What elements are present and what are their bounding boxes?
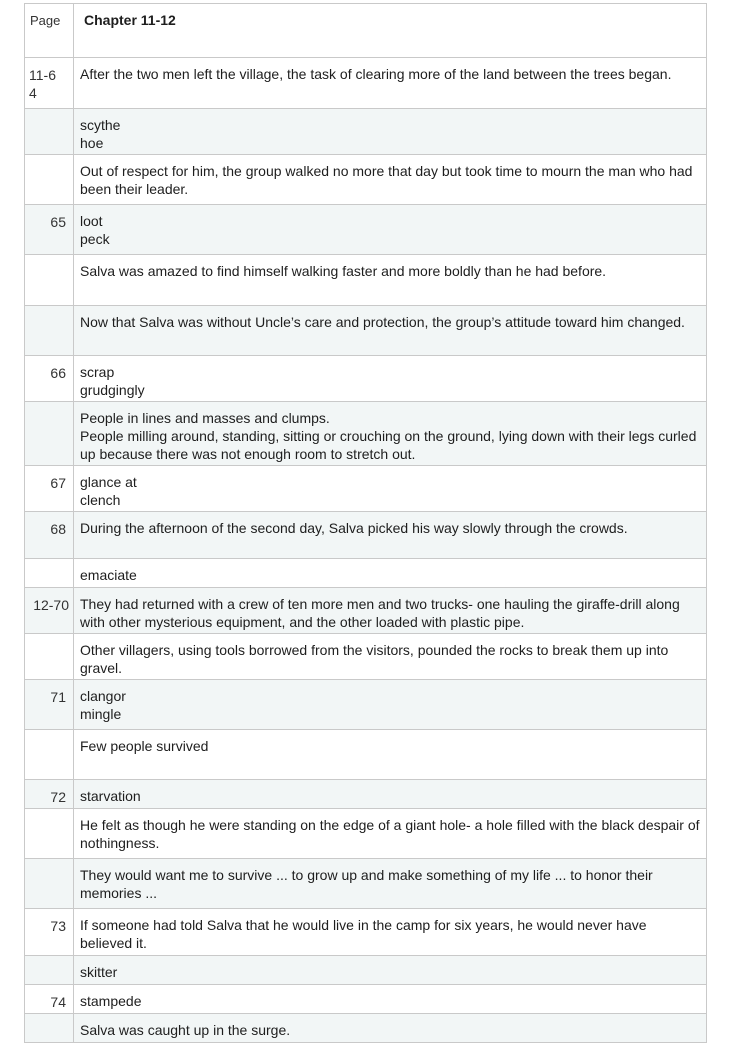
table-row	[25, 956, 707, 985]
table-row	[25, 780, 707, 809]
text-cell: loot peck	[74, 205, 707, 255]
text-cell: They had returned with a crew of ten more men and two trucks- one hauling the giraffe-drill along with other mysterious equipment, and the other loaded with plastic pipe.	[74, 588, 707, 634]
page-cell	[25, 634, 74, 680]
page-cell: 12-70	[25, 588, 74, 634]
table-row	[25, 985, 707, 1014]
page-cell: 72	[25, 780, 74, 809]
table-row	[25, 255, 707, 306]
table-row	[25, 306, 707, 356]
table-row	[25, 809, 707, 859]
page-cell	[25, 402, 74, 466]
text-cell: People in lines and masses and clumps. People milling around, standing, sitting or crouching on the ground, lying down with their legs curled up because there was not enough room to stretch out.	[74, 402, 707, 466]
table-row	[25, 909, 707, 956]
text-cell: During the afternoon of the second day, Salva picked his way slowly through the crowds.	[74, 512, 707, 559]
text-cell: Other villagers, using tools borrowed from the visitors, pounded the rocks to break them up into gravel.	[74, 634, 707, 680]
page-cell: 68	[25, 512, 74, 559]
page-cell: 67	[25, 466, 74, 512]
text-cell: He felt as though he were standing on the edge of a giant hole- a hole filled with the black despair of nothingness.	[74, 809, 707, 859]
text-cell: If someone had told Salva that he would live in the camp for six years, he would never have believed it.	[74, 909, 707, 956]
text-cell: stampede	[74, 985, 707, 1014]
vocabulary-table-container	[24, 3, 706, 1043]
text-cell: They would want me to survive ... to grow up and make something of my life ... to honor their memories ...	[74, 859, 707, 909]
page-cell: 71	[25, 680, 74, 730]
text-cell: Salva was amazed to find himself walking faster and more boldly than he had before.	[74, 255, 707, 306]
text-cell: Out of respect for him, the group walked no more that day but took time to mourn the man who had been their leader.	[74, 155, 707, 205]
page-cell	[25, 809, 74, 859]
table-row	[25, 559, 707, 588]
table-row	[25, 155, 707, 205]
page-cell: 66	[25, 356, 74, 402]
text-cell: scythe hoe	[74, 109, 707, 155]
table-row	[25, 109, 707, 155]
text-cell: scrap grudgingly	[74, 356, 707, 402]
page-cell: 74	[25, 985, 74, 1014]
text-cell: Few people survived	[74, 730, 707, 780]
page-cell	[25, 956, 74, 985]
text-cell: starvation	[74, 780, 707, 809]
vocabulary-table	[24, 3, 707, 1043]
page-cell	[25, 155, 74, 205]
text-cell: glance at clench	[74, 466, 707, 512]
text-cell: Salva was caught up in the surge.	[74, 1014, 707, 1043]
table-row	[25, 58, 707, 109]
page-cell	[25, 1014, 74, 1043]
page-cell	[25, 255, 74, 306]
text-cell: clangor mingle	[74, 680, 707, 730]
page-cell	[25, 559, 74, 588]
page-cell	[25, 109, 74, 155]
table-row	[25, 466, 707, 512]
text-cell: Now that Salva was without Uncle’s care and protection, the group’s attitude toward him changed.	[74, 306, 707, 356]
page-cell	[25, 730, 74, 780]
table-row	[25, 859, 707, 909]
table-row	[25, 1014, 707, 1043]
page-cell	[25, 859, 74, 909]
table-row	[25, 634, 707, 680]
chapter-column-header: Chapter 11-12	[74, 4, 707, 58]
text-cell: skitter	[74, 956, 707, 985]
table-row	[25, 356, 707, 402]
page-cell	[25, 306, 74, 356]
table-row	[25, 402, 707, 466]
page-cell: 73	[25, 909, 74, 956]
page-cell: 11-6 4	[25, 58, 74, 109]
table-row	[25, 205, 707, 255]
table-row	[25, 730, 707, 780]
table-header-row	[25, 4, 707, 58]
table-row	[25, 588, 707, 634]
table-row	[25, 512, 707, 559]
page-column-header: Page	[25, 4, 74, 58]
table-row	[25, 680, 707, 730]
text-cell: After the two men left the village, the task of clearing more of the land between the trees began.	[74, 58, 707, 109]
page-cell: 65	[25, 205, 74, 255]
text-cell: emaciate	[74, 559, 707, 588]
